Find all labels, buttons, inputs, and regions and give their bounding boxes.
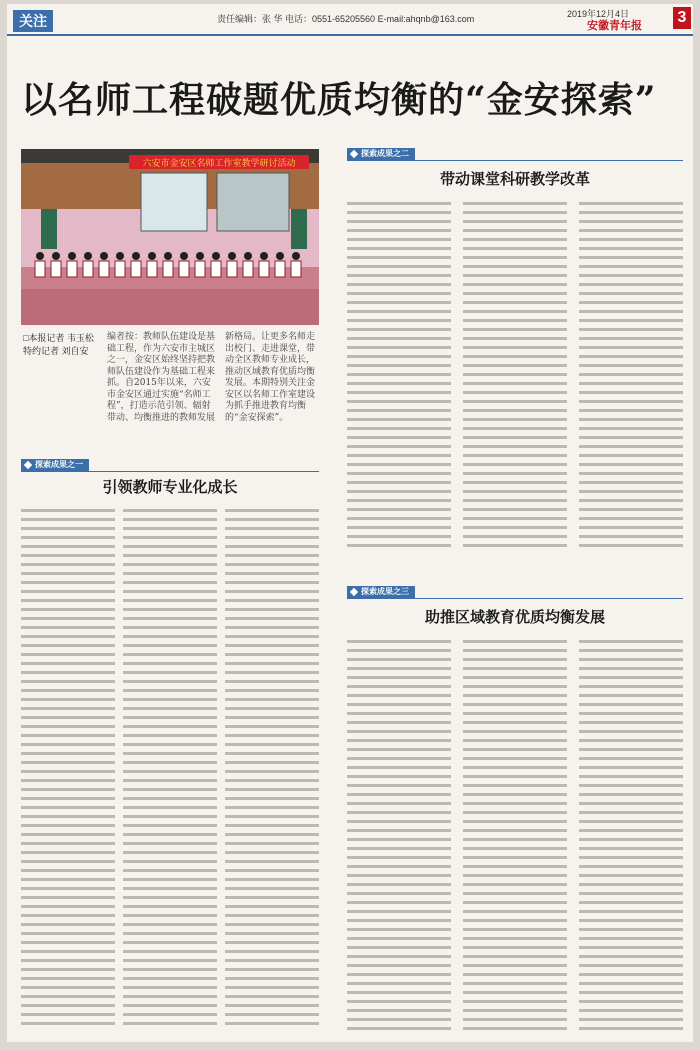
article-column-3a: [347, 640, 451, 1030]
subheading-3: 助推区域教育优质均衡发展: [424, 608, 605, 626]
correspondent-credit: 特约记者 刘自安: [23, 346, 89, 356]
event-photo: [21, 149, 319, 325]
headline: 以名师工程破题优质均衡的“金安探索”: [21, 79, 657, 121]
page-number: 3: [673, 7, 691, 29]
editor-note-col2: 新格局。让更多名师走出校门、走进课堂，带动全区教师专业成长，推动区域教育优质均衡发展。本期特别关注金安区以名师工作室建设为抓手推进教育均衡的“金安探索”。: [225, 332, 316, 423]
article-column-1a: [21, 509, 115, 1029]
article-column-1b: [123, 509, 217, 1029]
editor-note-col1: 编者按：教师队伍建设是基础工程，作为六安市主城区之一，金安区始终坚持把教师队伍建设作为基础工程来抓。自2015年以来，六安市金安区通过实施“名师工程”，打造示范引领、辐射带动、均衡推进的教师发展: [107, 332, 216, 423]
issue-date: 2019年12月4日: [567, 9, 630, 19]
article-column-2a: [347, 202, 451, 552]
section-rule-1: [21, 471, 319, 472]
section-tag-2: 探索成果之二: [347, 148, 415, 160]
article-column-1c: [225, 509, 319, 1029]
article-column-3b: [463, 640, 567, 1030]
section-rule-2: [347, 160, 683, 161]
page-header: [7, 4, 693, 36]
section-rule-3: [347, 598, 683, 599]
newspaper-page: [7, 4, 693, 1042]
subheading-1: 引领教师专业化成长: [102, 478, 238, 496]
section-tag-1: 探索成果之一: [21, 459, 89, 471]
reporter-credit: □本报记者 韦玉松: [23, 333, 94, 343]
editor-contact: 责任编辑：张 华 电话：0551-65205560 E-mail:ahqnb@163.com: [217, 14, 475, 24]
section-tag-3: 探索成果之三: [347, 586, 415, 598]
article-column-3c: [579, 640, 683, 1030]
article-column-2b: [463, 202, 567, 552]
subheading-2: 带动课堂科研教学改革: [439, 170, 590, 188]
article-column-2c: [579, 202, 683, 552]
paper-name: 安徽青年报: [587, 19, 642, 32]
banner-text: 六安市金安区名师工作室教学研讨活动: [142, 158, 296, 168]
section-label: 关注: [13, 10, 53, 32]
byline: [23, 332, 103, 358]
